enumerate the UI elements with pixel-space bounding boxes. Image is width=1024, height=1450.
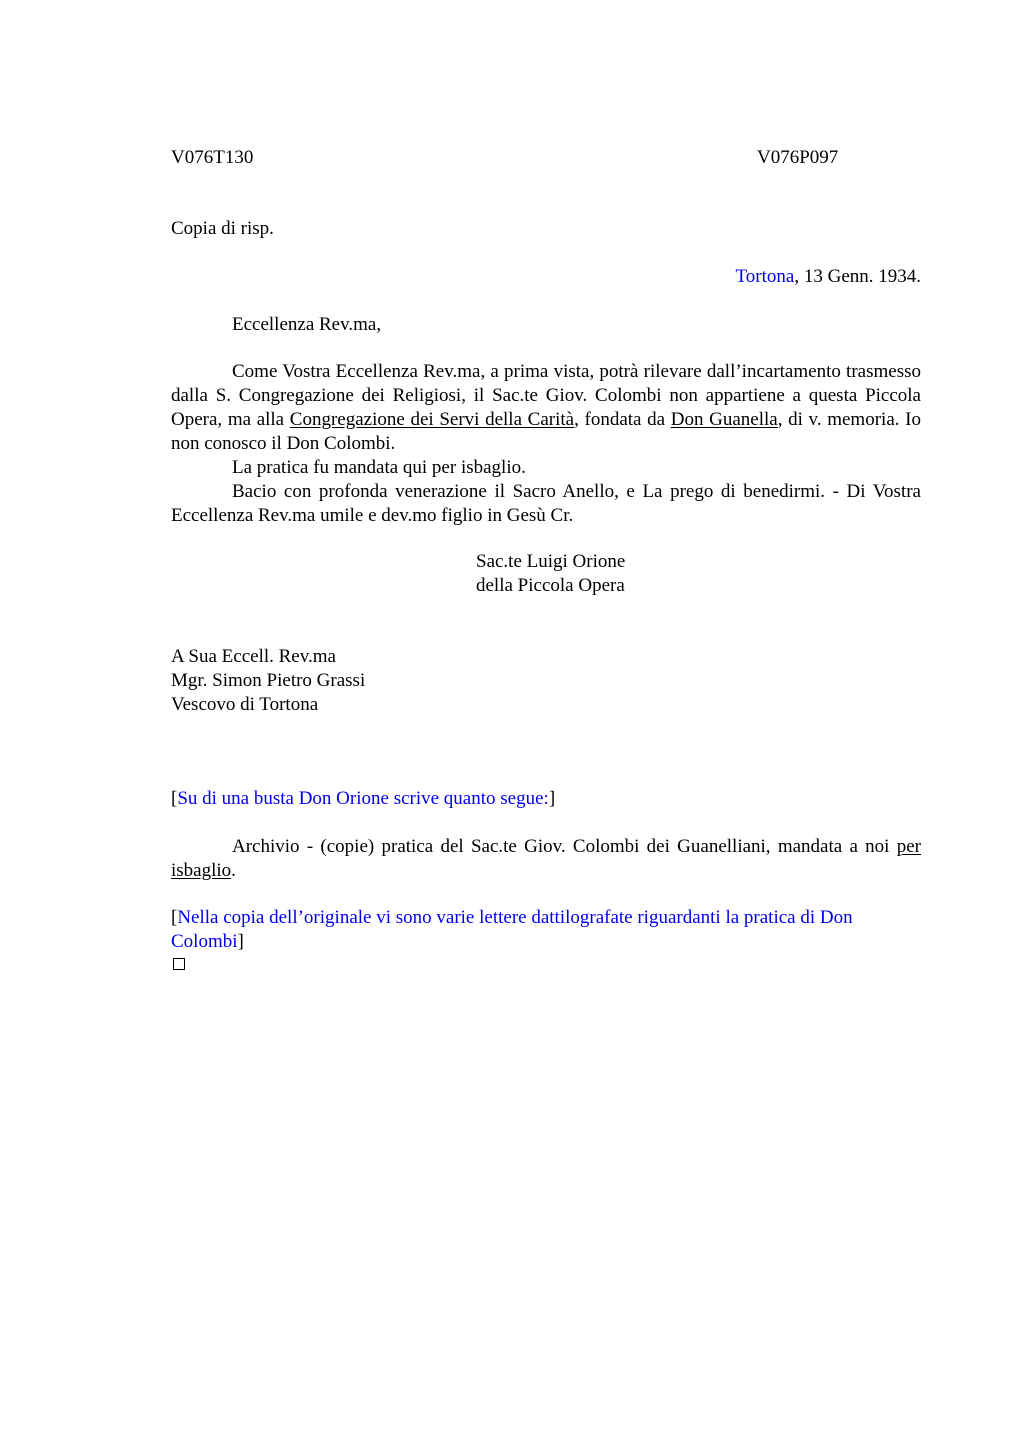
dateline-place: Tortona	[735, 266, 795, 287]
header-right-code: V076P097	[757, 147, 839, 168]
signature-line-2: della Piccola Opera	[476, 575, 625, 596]
editorial-note-2: [Nella copia dell’originale vi sono varie lettere dattilografate riguardanti la pratica di Don Colombi]	[171, 907, 853, 952]
paragraph-2: La pratica fu mandata qui per isbaglio.	[232, 457, 526, 478]
addressee-block	[171, 645, 365, 717]
link-congregazione: Congregazione dei Servi della Carità	[289, 409, 575, 430]
signature	[476, 550, 625, 598]
salutation: Eccellenza Rev.ma,	[232, 314, 382, 335]
editorial-note-2-text: Nella copia dell’originale vi sono varie lettere dattilografate riguardanti la pratica di Don Colombi	[171, 907, 853, 952]
addressee-line-3: Vescovo di Tortona	[171, 694, 319, 715]
underlined-per-isbaglio: per isbaglio	[171, 836, 921, 881]
end-square-glyph	[173, 958, 185, 970]
editorial-note-1-text: Su di una busta Don Orione scrive quanto segue:	[177, 788, 549, 809]
dateline-date: , 13 Genn. 1934.	[794, 266, 921, 287]
addressee-line-2: Mgr. Simon Pietro Grassi	[171, 670, 366, 691]
document-page	[171, 0, 921, 1450]
header-left-code: V076T130	[171, 147, 254, 168]
link-don-guanella: Don Guanella	[670, 409, 778, 430]
letter-body	[171, 360, 921, 528]
addressee-line-1: A Sua Eccell. Rev.ma	[171, 646, 336, 667]
paragraph-1: Come Vostra Eccellenza Rev.ma, a prima vista, potrà rilevare dall’incartamento trasmesso dalla S. Congregazione dei Religiosi, il Sac.te Giov. Colombi non appartiene a questa Piccola Opera, ma alla Congregazione dei Servi della Carità, fondata da Don Guanella, di v. memoria. Io non conosco il Don Colombi.	[171, 361, 921, 454]
dateline	[736, 265, 921, 289]
envelope-text: Archivio - (copie) pratica del Sac.te Giov. Colombi dei Guanelliani, mandata a noi per isbaglio.	[171, 836, 921, 881]
paragraph-3: Bacio con profonda venerazione il Sacro Anello, e La prego di benedirmi. - Di Vostra Eccellenza Rev.ma umile e dev.mo figlio in Gesù Cr.	[171, 481, 921, 526]
signature-line-1: Sac.te Luigi Orione	[476, 551, 626, 572]
editorial-note-1: [Su di una busta Don Orione scrive quanto segue:]	[171, 788, 556, 809]
copy-label: Copia di risp.	[171, 218, 274, 239]
